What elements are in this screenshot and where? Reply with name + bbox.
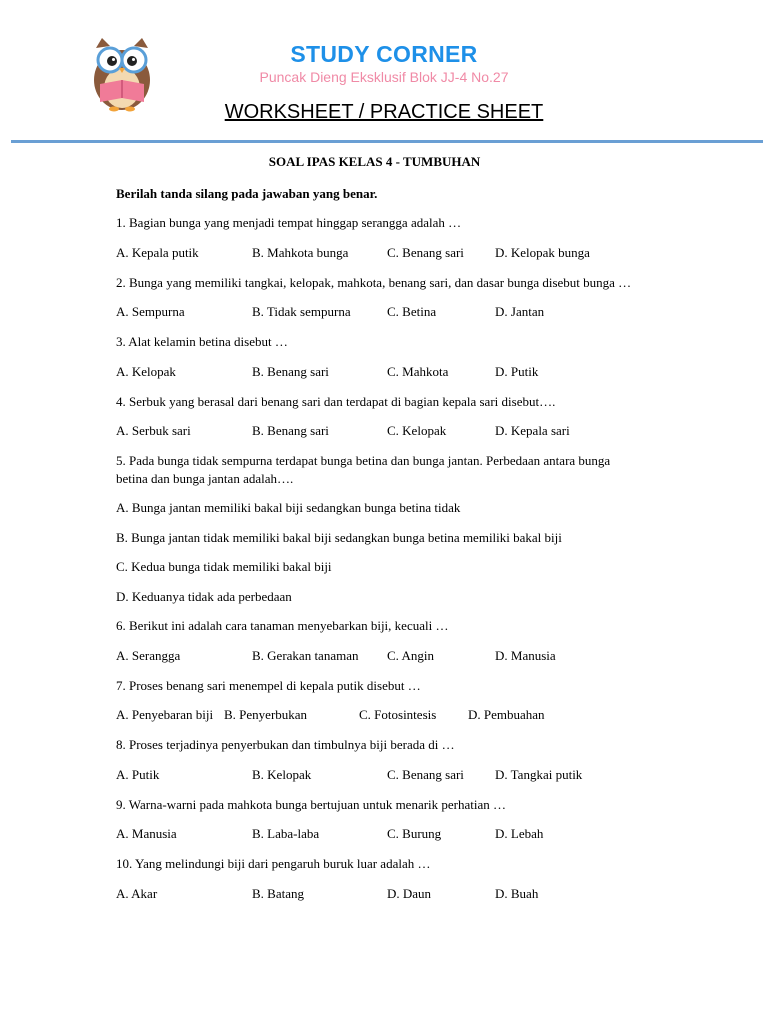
options-row <box>116 706 636 724</box>
option[interactable]: C. Benang sari <box>387 766 464 782</box>
option[interactable]: A. Serangga <box>116 647 181 663</box>
brand-name: STUDY CORNER <box>290 41 478 67</box>
options-row <box>116 885 636 903</box>
options-row <box>116 303 636 321</box>
option[interactable]: A. Kelopak <box>116 363 176 379</box>
options-row <box>116 825 636 843</box>
option[interactable]: B. Laba-laba <box>252 826 320 841</box>
option[interactable]: B. Benang sari <box>252 423 329 438</box>
question-text: 1. Bagian bunga yang menjadi tempat hinggap serangga adalah … <box>116 215 462 230</box>
brand-header <box>0 40 768 86</box>
option[interactable]: B. Benang sari <box>252 363 329 379</box>
option[interactable]: A. Sempurna <box>116 304 185 319</box>
options-row <box>116 647 636 665</box>
option[interactable]: C. Kelopak <box>387 423 447 438</box>
option[interactable]: C. Kedua bunga tidak memiliki bakal biji <box>116 559 332 574</box>
question-text: 5. Pada bunga tidak sempurna terdapat bunga betina dan bunga jantan. Perbedaan antara bunga betina dan bunga jantan adalah…. <box>116 453 611 486</box>
question-text: 10. Yang melindungi biji dari pengaruh buruk luar adalah … <box>116 856 431 871</box>
instruction: Berilah tanda silang pada jawaban yang benar. <box>116 185 378 201</box>
option[interactable]: D. Keduanya tidak ada perbedaan <box>116 588 292 604</box>
question-text: 3. Alat kelamin betina disebut … <box>116 334 288 349</box>
question-text: 4. Serbuk yang berasal dari benang sari dan terdapat di bagian kepala sari disebut…. <box>116 393 556 409</box>
option[interactable]: B. Tidak sempurna <box>252 304 351 319</box>
option[interactable]: C. Betina <box>387 304 437 319</box>
option[interactable]: A. Manusia <box>116 826 177 841</box>
divider <box>11 140 763 143</box>
options-row <box>116 766 636 784</box>
question-text: 9. Warna-warni pada mahkota bunga bertujuan untuk menarik perhatian … <box>116 796 507 812</box>
option[interactable]: B. Batang <box>252 885 304 901</box>
option[interactable]: A. Penyebaran biji <box>116 707 214 722</box>
option[interactable]: D. Lebah <box>495 826 544 841</box>
option[interactable]: D. Manusia <box>495 647 556 663</box>
option[interactable]: D. Kepala sari <box>495 423 570 438</box>
option[interactable]: B. Mahkota bunga <box>252 244 349 260</box>
option[interactable]: C. Angin <box>387 647 434 663</box>
option[interactable]: B. Gerakan tanaman <box>252 647 359 663</box>
worksheet-body <box>116 153 636 903</box>
option[interactable]: C. Burung <box>387 826 442 841</box>
option[interactable]: A. Bunga jantan memiliki bakal biji sedangkan bunga betina tidak <box>116 500 461 515</box>
document-title: SOAL IPAS KELAS 4 - TUMBUHAN <box>268 154 481 169</box>
option[interactable]: C. Mahkota <box>387 363 449 379</box>
question-text: 2. Bunga yang memiliki tangkai, kelopak, mahkota, benang sari, dan dasar bunga disebut bunga … <box>116 274 632 290</box>
question-text: 7. Proses benang sari menempel di kepala putik disebut … <box>116 677 421 693</box>
option[interactable]: B. Bunga jantan tidak memiliki bakal biji sedangkan bunga betina memiliki bakal biji <box>116 529 562 545</box>
option[interactable]: A. Akar <box>116 885 158 901</box>
option[interactable]: D. Buah <box>495 885 539 901</box>
worksheet-title: WORKSHEET / PRACTICE SHEET <box>224 101 544 123</box>
option[interactable]: D. Daun <box>387 885 432 901</box>
options-row <box>116 363 636 381</box>
option[interactable]: B. Penyerbukan <box>224 707 308 722</box>
option[interactable]: D. Putik <box>495 363 539 379</box>
question-text: 6. Berikut ini adalah cara tanaman menyebarkan biji, kecuali … <box>116 618 449 633</box>
brand-address: Puncak Dieng Eksklusif Blok JJ-4 No.27 <box>259 69 509 85</box>
option[interactable]: A. Kepala putik <box>116 244 199 260</box>
options-row <box>116 244 636 262</box>
option[interactable]: C. Fotosintesis <box>359 707 437 722</box>
option[interactable]: D. Kelopak bunga <box>495 244 590 260</box>
option[interactable]: D. Pembuahan <box>468 707 545 722</box>
option[interactable]: B. Kelopak <box>252 766 312 782</box>
option[interactable]: D. Tangkai putik <box>495 766 583 782</box>
option[interactable]: A. Serbuk sari <box>116 423 191 438</box>
option[interactable]: D. Jantan <box>495 304 545 319</box>
question-text: 8. Proses terjadinya penyerbukan dan timbulnya biji berada di … <box>116 737 455 752</box>
option[interactable]: A. Putik <box>116 766 160 782</box>
options-row <box>116 422 636 440</box>
option[interactable]: C. Benang sari <box>387 244 464 260</box>
